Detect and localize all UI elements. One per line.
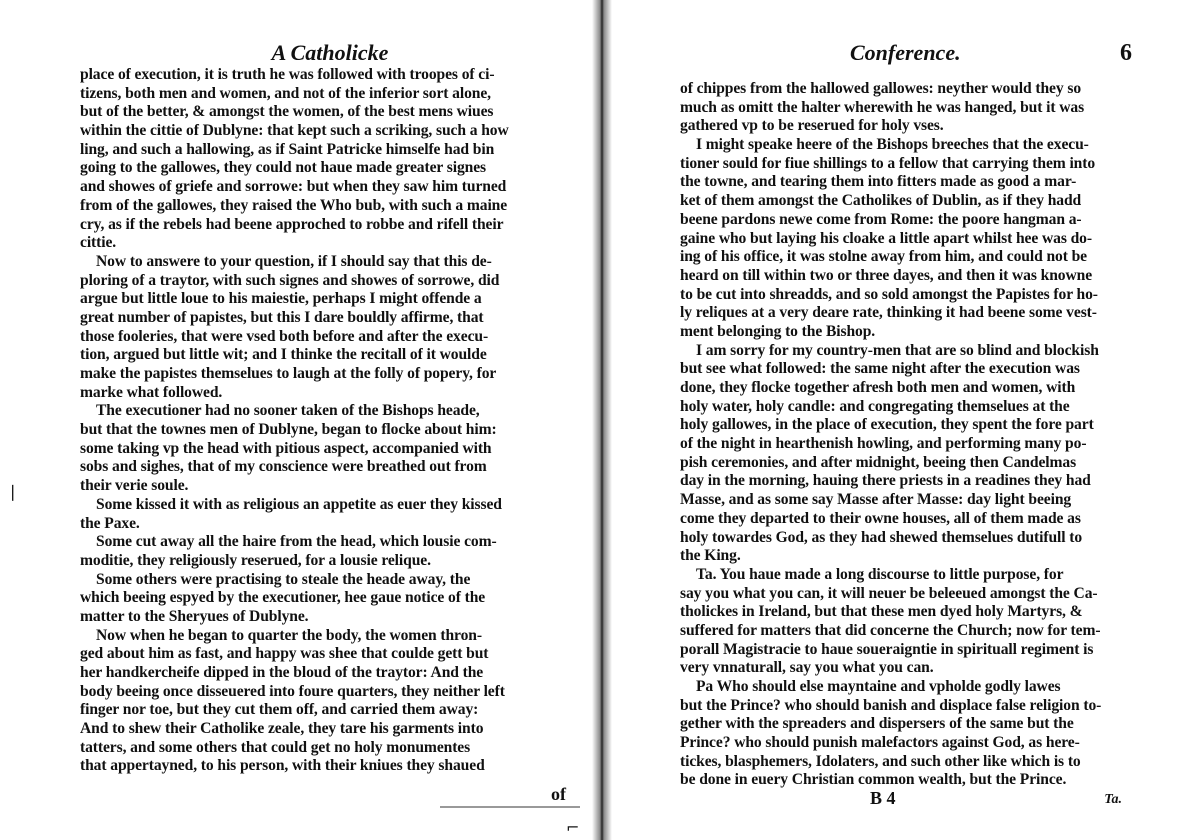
text-line: ling, and such a hallowing, as if Saint Patricke himselfe had bin [80,140,495,158]
text-line: ment belonging to the Bishop. [680,322,876,340]
text-line: but of the better, & amongst the women, of the best mens wiues [80,103,494,121]
text-line: pish ceremonies, and after midnight, beeing then Candelmas [680,453,1077,471]
text-line: ploring of a traytor, with such signes and showes of sorrowe, did [80,271,500,289]
text-line: holy water, holy candle: and congregating themselues at the [680,397,1070,415]
text-line: ket of them amongst the Catholikes of Dublin, as if they hadd [680,192,1082,210]
text-line: but that the townes men of Dublyne, began to flocke about him: [80,421,497,439]
text-line: tickes, blasphemers, Idolaters, and such other like which is to [680,752,1081,770]
text-line: the King. [680,547,741,565]
text-line: within the cittie of Dublyne: that kept such a scriking, such a how [80,122,509,140]
text-line: and showes of griefe and sorrowe: but when they saw him turned [80,178,507,196]
text-line: of the night in hearthenish howling, and performing many po- [680,435,1087,453]
text-line: marke what followed. [80,383,223,401]
catchword-left: of [551,784,566,804]
text-line: argue but little loue to his maiestie, perhaps I might offende a [80,290,482,308]
text-line: some taking vp the head with pitious aspect, accompanied with [80,439,492,457]
right-page [680,0,1140,840]
text-line: those fooleries, that were vsed both before and after the execu- [80,327,489,345]
text-line: Some others were practising to steale the heade away, the [96,570,471,588]
pen-mark-icon: ⌐ [566,818,580,837]
text-line: body beeing once disseuered into foure quarters, they neither left [80,682,505,700]
running-head-left: A Catholicke [271,40,389,65]
text-line: but see what followed: the same night after the execution was [680,360,1080,378]
text-line: ing of his office, it was stolne away from him, and could not be [680,248,1087,266]
text-line: gathered vp to be reserued for holy vses. [680,117,944,135]
text-line: heard on till within two or three dayes, and then it was knowne [680,266,1093,284]
text-line: I might speake heere of the Bishops breeches that the execu- [696,136,1089,154]
text-line: gaine who but laying his cloake a little apart whilst hee was do- [680,229,1092,247]
text-line: make the papistes themselues to laugh at the folly of popery, for [80,365,497,382]
text-line: very vnnaturall, say you what you can. [680,659,934,677]
text-line: tatters, and some others that could get no holy monumentes [80,738,471,756]
text-line: Some cut away all the haire from the head, which lousie com- [96,533,497,551]
catchword-right: Ta. [1104,792,1122,807]
text-line: be done in euery Christian common wealth, but the Prince. [680,771,1067,789]
text-line: her handkercheife dipped in the bloud of the traytor: And the [80,664,484,681]
text-line: porall Magistracie to haue soueraigntie in spirituall regiment is [680,640,1094,658]
text-line: Pa Who should else mayntaine and vpholde godly lawes [696,678,1061,695]
left-page-body [80,66,580,776]
margin-mark-icon: ❘ [6,482,20,501]
text-line: gether with the spreaders and dispersers of the same but the [680,715,1074,733]
text-line: that appertayned, to his person, with their kniues they shaued [80,757,485,775]
text-line: tion, argued but little wit; and I thinke the recitall of it woulde [80,346,487,364]
text-line: come they departed to their owne houses, all of them made as [680,509,1081,527]
text-line: tioner sould for fiue shillings to a fellow that carrying them into [680,154,1096,172]
signature-mark: B 4 [870,788,896,808]
text-line: matter to the Sheryues of Dublyne. [80,607,309,625]
text-line: much as omitt the halter wherewith he was hanged, but it was [680,98,1085,116]
text-line: Now to answere to your question, if I should say that this de- [96,252,492,270]
text-line: beene pardons newe come from Rome: the poore hangman a- [680,210,1082,228]
text-line: Now when he began to quarter the body, the women thron- [96,626,482,644]
text-line: I am sorry for my country-men that are so blind and blockish [696,341,1099,359]
text-line: cittie. [80,234,117,252]
text-line: Prince? who should punish malefactors against God, as here- [680,734,1080,752]
text-line: going to the gallowes, they could not haue made greater signes [80,159,487,177]
text-line: finger nor toe, but they cut them off, and carried them away: [80,701,479,719]
page-number: 6 [1120,40,1132,66]
text-line: but the Prince? who should banish and displace false religion to- [680,696,1102,714]
right-page-body [680,80,1140,790]
text-line: Some kissed it with as religious an appetite as euer they kissed [96,495,502,513]
text-line: from of the gallowes, they raised the Who bub, with such a maine [80,196,508,214]
text-line: holy towardes God, as they had shewed themselues dutifull to [680,528,1083,546]
text-line: ly reliques at a very deare rate, thinking it had beene some vest- [680,304,1097,322]
text-line: the Paxe. [80,514,140,532]
text-line: moditie, they religiously reserued, for a lousie relique. [80,551,431,569]
text-line: done, they flocke together afresh both men and women, with [680,379,1076,396]
text-line: the towne, and tearing them into fitters made as good a mar- [680,173,1077,191]
book-gutter [592,0,612,840]
text-line: And to shew their Catholike zeale, they tare his garments into [80,720,484,738]
text-line: place of execution, it is truth he was followed with troopes of ci- [80,66,495,83]
text-line: Masse, and as some say Masse after Masse: day light beeing [680,491,1072,509]
text-line: Ta. You haue made a long discourse to little purpose, for [696,565,1064,583]
text-line: ged about him as fast, and happy was shee that coulde gett but [80,645,489,663]
text-line: to be cut into shreadds, and so sold amongst the Papistes for ho- [680,285,1098,303]
text-line: their verie soule. [80,477,189,495]
text-line: cry, as if the rebels had beene approched to robbe and rifell their [80,215,504,233]
text-line: of chippes from the hallowed gallowes: neyther would they so [680,80,1082,97]
running-head-right: Conference. [850,40,961,65]
text-line: day in the morning, hauing there priests in a readines they had [680,472,1091,490]
text-line: which beeing espyed by the executioner, hee gaue notice of the [80,589,486,607]
text-line: The executioner had no sooner taken of the Bishops heade, [96,402,480,420]
text-line: holy gallowes, in the place of execution, they spent the fore part [680,416,1094,434]
running-head-right-area [680,40,1140,70]
bottom-rule [440,806,580,808]
text-line: tholickes in Ireland, but that these men dyed holy Martyrs, & [680,603,1083,621]
text-line: sobs and sighes, that of my conscience were breathed out from [80,458,487,476]
text-line: suffered for matters that did concerne the Church; now for tem- [680,621,1101,639]
text-line: say you what you can, it will neuer be beleeued amongst the Ca- [680,584,1098,602]
text-line: great number of papistes, but this I dare bouldly affirme, that [80,308,484,326]
text-line: tizens, both men and women, and not of the inferior sort alone, [80,84,491,102]
left-page [80,0,580,840]
